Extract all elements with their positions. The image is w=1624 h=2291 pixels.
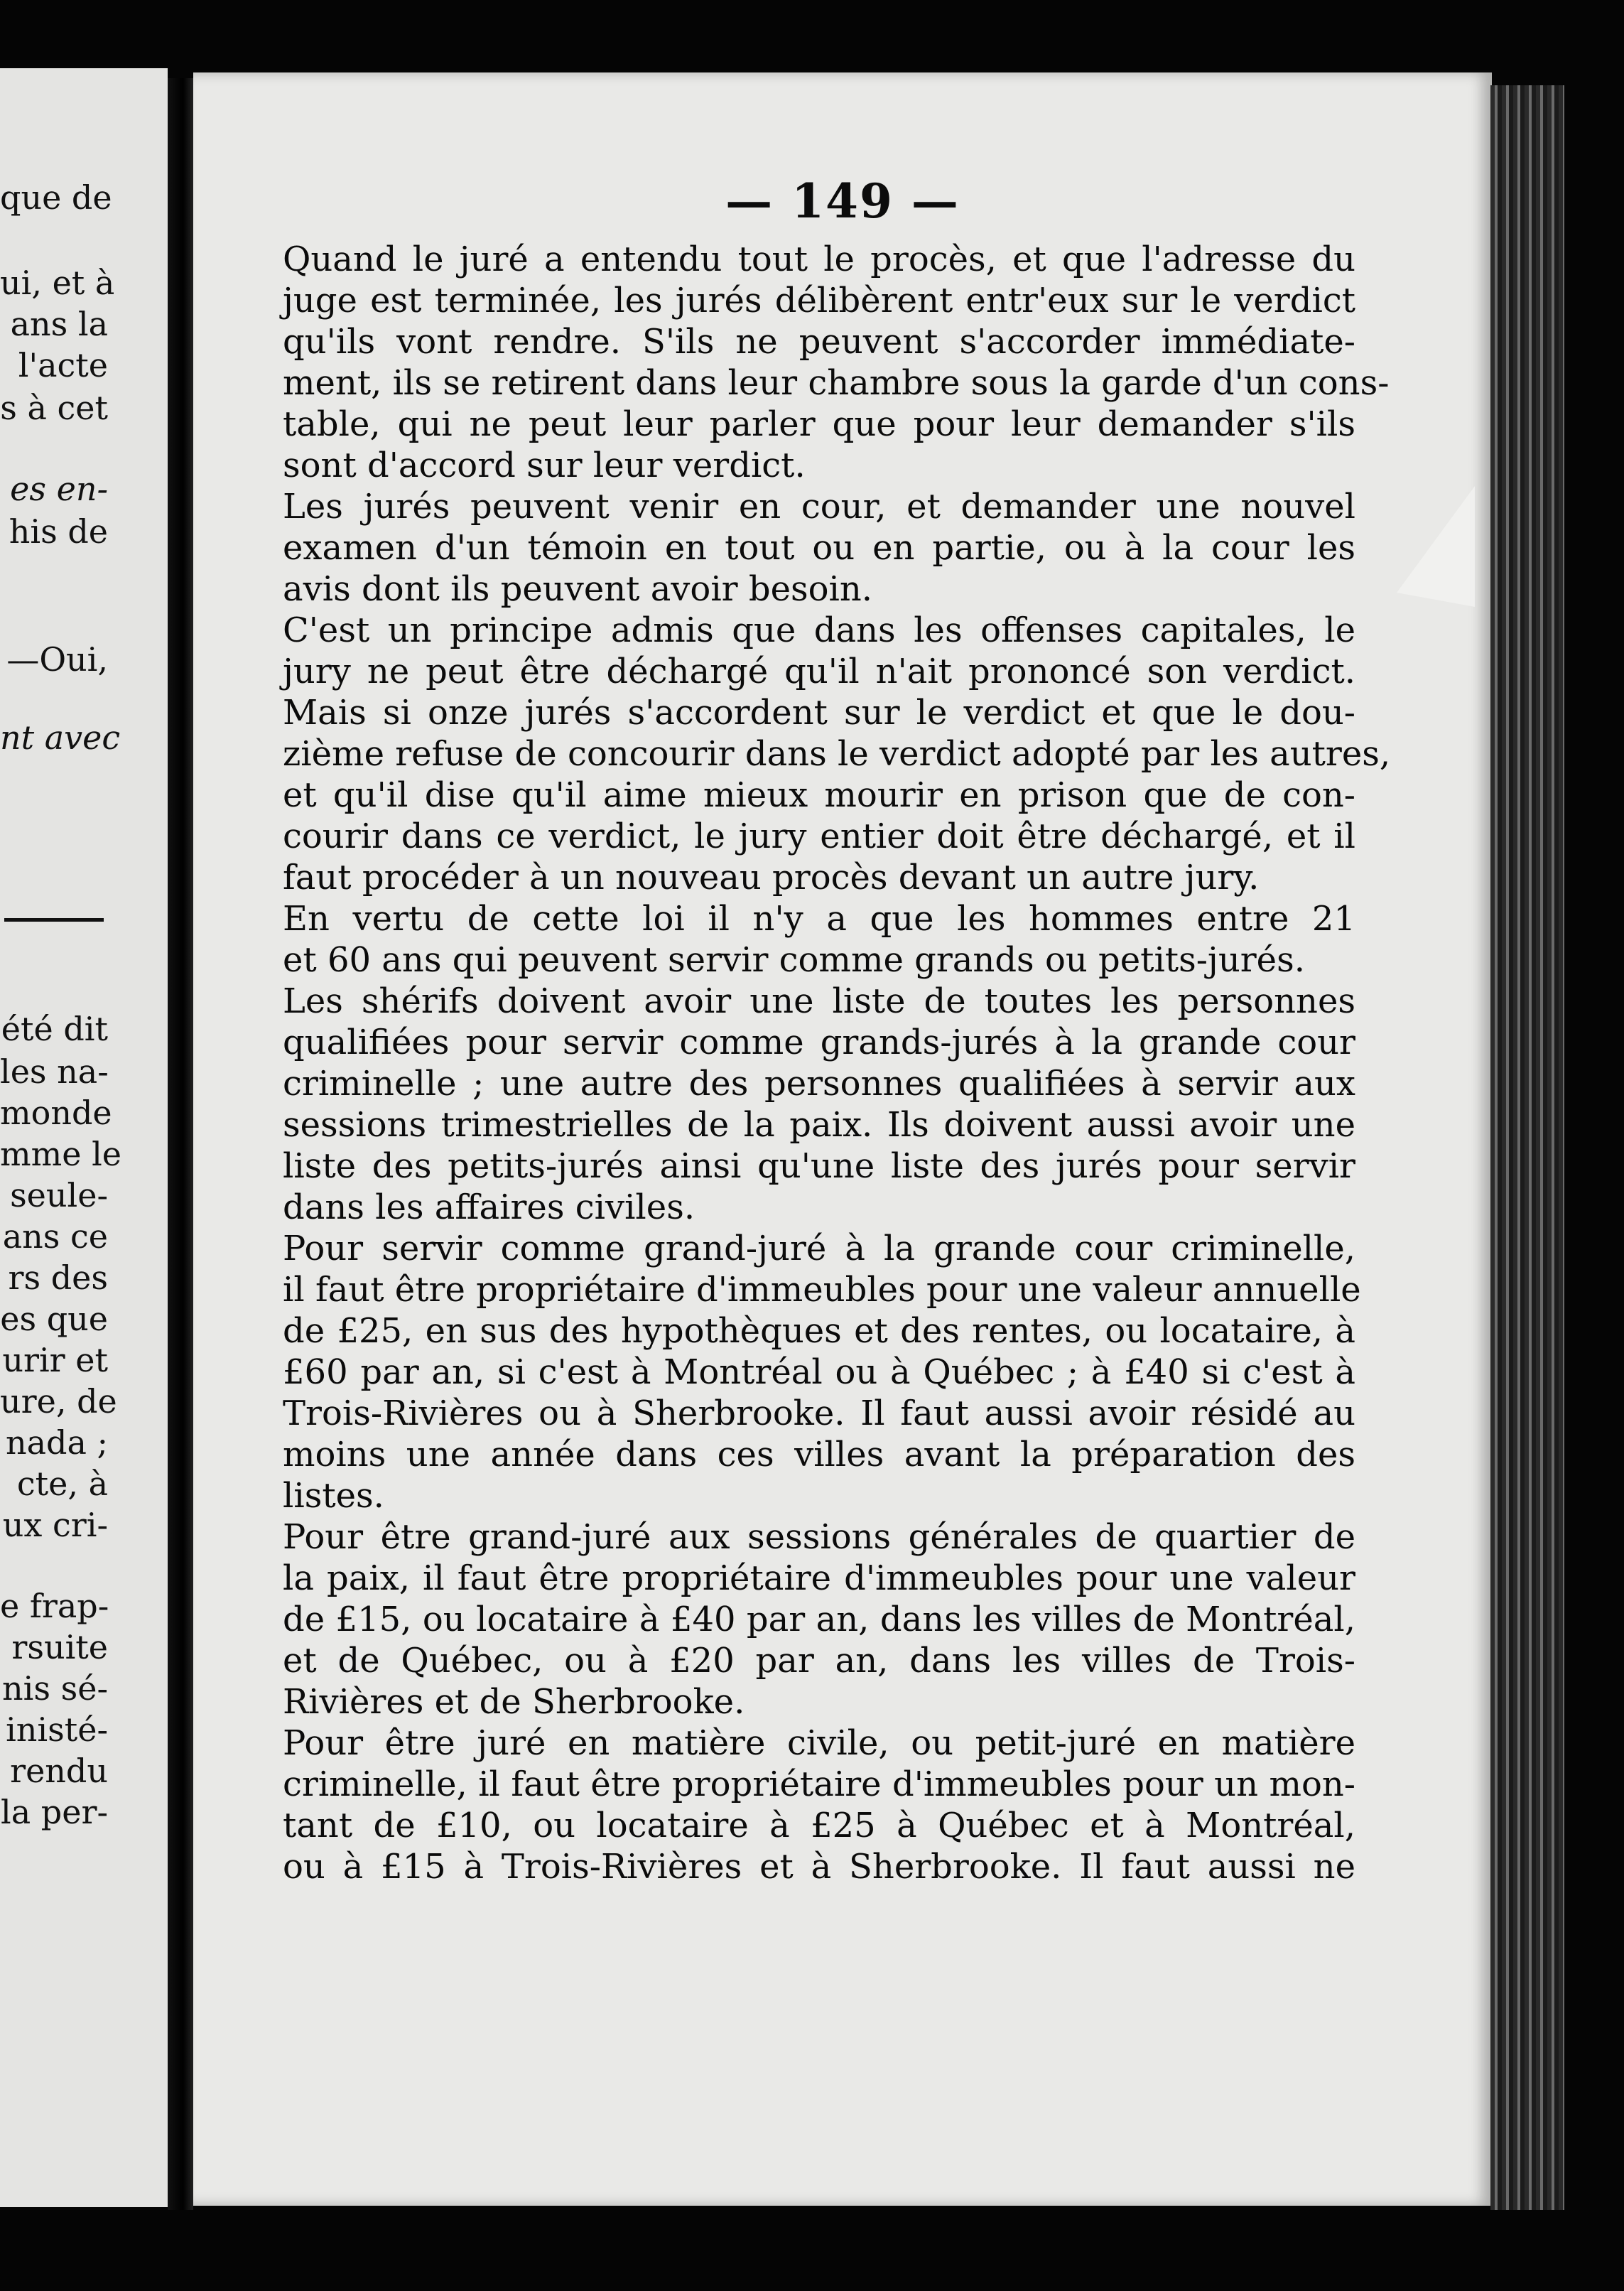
- facing-page-line: l'acte: [18, 346, 108, 384]
- text-line: En vertu de cette loi il n'y a que les hommes entre 21: [283, 899, 1355, 939]
- facing-page-line: rendu: [10, 1752, 108, 1790]
- facing-page-line: ui, et à: [0, 264, 115, 302]
- facing-page-line: mme le: [0, 1135, 122, 1173]
- text-line: Quand le juré a entendu tout le procès, et que l'adresse du: [283, 239, 1355, 279]
- text-line: ment, ils se retirent dans leur chambre sous la garde d'un cons-: [283, 363, 1390, 403]
- text-line: criminelle, il faut être propriétaire d'immeubles pour un mon-: [283, 1764, 1355, 1804]
- facing-page-line: —Oui,: [6, 640, 108, 679]
- text-line: qu'ils vont rendre. S'ils ne peuvent s'accorder immédiate-: [283, 322, 1355, 362]
- text-line: Les shérifs doivent avoir une liste de toutes les personnes: [283, 981, 1355, 1021]
- paragraph: [240, 610, 1391, 898]
- facing-page-line: urir et: [2, 1341, 108, 1379]
- facing-page-line: e frap-: [0, 1587, 109, 1625]
- paragraph: [240, 898, 1355, 981]
- facing-page-line: seule-: [10, 1176, 108, 1214]
- text-line: moins une année dans ces villes avant la préparation des: [283, 1435, 1355, 1475]
- paragraph: [240, 1228, 1361, 1516]
- facing-page-line: nt avec: [0, 718, 121, 757]
- text-line: Trois-Rivières ou à Sherbrooke. Il faut aussi avoir résidé au: [283, 1394, 1355, 1433]
- text-line: juge est terminée, les jurés délibèrent entr'eux sur le verdict: [283, 281, 1355, 320]
- facing-page-line: rsuite: [11, 1628, 108, 1666]
- text-line: faut procéder à un nouveau procès devant un autre jury.: [283, 858, 1260, 897]
- text-line: avis dont ils peuvent avoir besoin.: [283, 569, 873, 609]
- text-line: sont d'accord sur leur verdict.: [283, 446, 806, 485]
- text-line: listes.: [283, 1476, 384, 1516]
- text-line: zième refuse de concourir dans le verdict adopté par les autres,: [283, 734, 1391, 774]
- text-line: table, qui ne peut leur parler que pour leur demander s'ils: [283, 404, 1355, 444]
- paragraph: [240, 239, 1390, 486]
- facing-page-line: ux cri-: [2, 1506, 108, 1544]
- text-line: Rivières et de Sherbrooke.: [283, 1682, 745, 1722]
- text-line: C'est un principe admis que dans les offenses capitales, le: [283, 610, 1355, 650]
- facing-page-line: la per-: [1, 1793, 108, 1831]
- text-line: criminelle ; une autre des personnes qualifiées à servir aux: [283, 1064, 1355, 1104]
- paragraph: [240, 981, 1355, 1228]
- page-stack-edge: [1490, 85, 1564, 2210]
- book-page: [193, 72, 1492, 2206]
- text-line: liste des petits-jurés ainsi qu'une liste des jurés pour servir: [283, 1146, 1355, 1186]
- facing-page-line: ans la: [10, 305, 108, 343]
- text-line: tant de £10, ou locataire à £25 à Québec et à Montréal,: [283, 1806, 1355, 1845]
- text-line: Pour servir comme grand-juré à la grande cour criminelle,: [283, 1229, 1355, 1268]
- text-line: de £25, en sus des hypothèques et des rentes, ou locataire, à: [283, 1311, 1355, 1351]
- facing-page-line: ans ce: [2, 1217, 108, 1256]
- text-line: examen d'un témoin en tout ou en partie, ou à la cour les: [283, 528, 1355, 568]
- text-line: et qu'il dise qu'il aime mieux mourir en prison que de con-: [283, 775, 1355, 815]
- text-line: et de Québec, ou à £20 par an, dans les villes de Trois-: [283, 1641, 1355, 1681]
- text-line: Les jurés peuvent venir en cour, et demander une nouvel: [283, 487, 1355, 527]
- text-line: ou à £15 à Trois-Rivières et à Sherbrooke. Il faut aussi ne: [283, 1847, 1355, 1887]
- page-body: [240, 239, 1391, 1887]
- text-line: dans les affaires civiles.: [283, 1187, 695, 1227]
- text-line: qualifiées pour servir comme grands-jurés à la grande cour: [283, 1023, 1355, 1062]
- text-line: courir dans ce verdict, le jury entier doit être déchargé, et il: [283, 816, 1355, 856]
- text-line: Pour être juré en matière civile, ou petit-juré en matière: [283, 1723, 1355, 1763]
- section-rule: [4, 918, 104, 922]
- paragraph: [240, 486, 1355, 610]
- text-line: et 60 ans qui peuvent servir comme grands ou petits-jurés.: [283, 940, 1305, 980]
- text-line: jury ne peut être déchargé qu'il n'ait prononcé son verdict.: [283, 652, 1355, 691]
- book-gutter: [168, 78, 193, 2210]
- facing-page-line: que de: [0, 178, 112, 217]
- facing-page-line: les na-: [0, 1052, 109, 1091]
- page-number: — 149 —: [725, 173, 960, 229]
- paragraph: [240, 1723, 1355, 1887]
- text-line: la paix, il faut être propriétaire d'immeubles pour une valeur: [283, 1558, 1355, 1598]
- facing-page-line: rs des: [8, 1258, 108, 1297]
- text-line: sessions trimestrielles de la paix. Ils doivent aussi avoir une: [283, 1105, 1355, 1145]
- facing-page-line: nis sé-: [2, 1669, 108, 1708]
- text-line: de £15, ou locataire à £40 par an, dans les villes de Montréal,: [283, 1600, 1355, 1639]
- facing-page-line: monde: [0, 1094, 112, 1132]
- text-line: Pour être grand-juré aux sessions générales de quartier de: [283, 1517, 1355, 1557]
- paragraph: [240, 1516, 1355, 1723]
- facing-page-line: ure, de: [0, 1382, 117, 1421]
- facing-page-line: nada ;: [5, 1423, 108, 1462]
- text-line: il faut être propriétaire d'immeubles pour une valeur annuelle: [283, 1270, 1361, 1310]
- facing-page: [0, 68, 168, 2207]
- facing-page-line: es que: [0, 1300, 108, 1338]
- facing-page-line: s à cet: [0, 389, 108, 427]
- facing-page-line: es en-: [10, 470, 108, 508]
- facing-page-line: his de: [9, 512, 108, 551]
- text-line: Mais si onze jurés s'accordent sur le verdict et que le dou-: [283, 693, 1355, 733]
- text-line: £60 par an, si c'est à Montréal ou à Québec ; à £40 si c'est à: [283, 1352, 1355, 1392]
- page-fold: [1397, 486, 1475, 607]
- facing-page-line: inisté-: [6, 1710, 108, 1749]
- facing-page-line: été dit: [1, 1010, 108, 1048]
- facing-page-line: cte, à: [16, 1465, 108, 1503]
